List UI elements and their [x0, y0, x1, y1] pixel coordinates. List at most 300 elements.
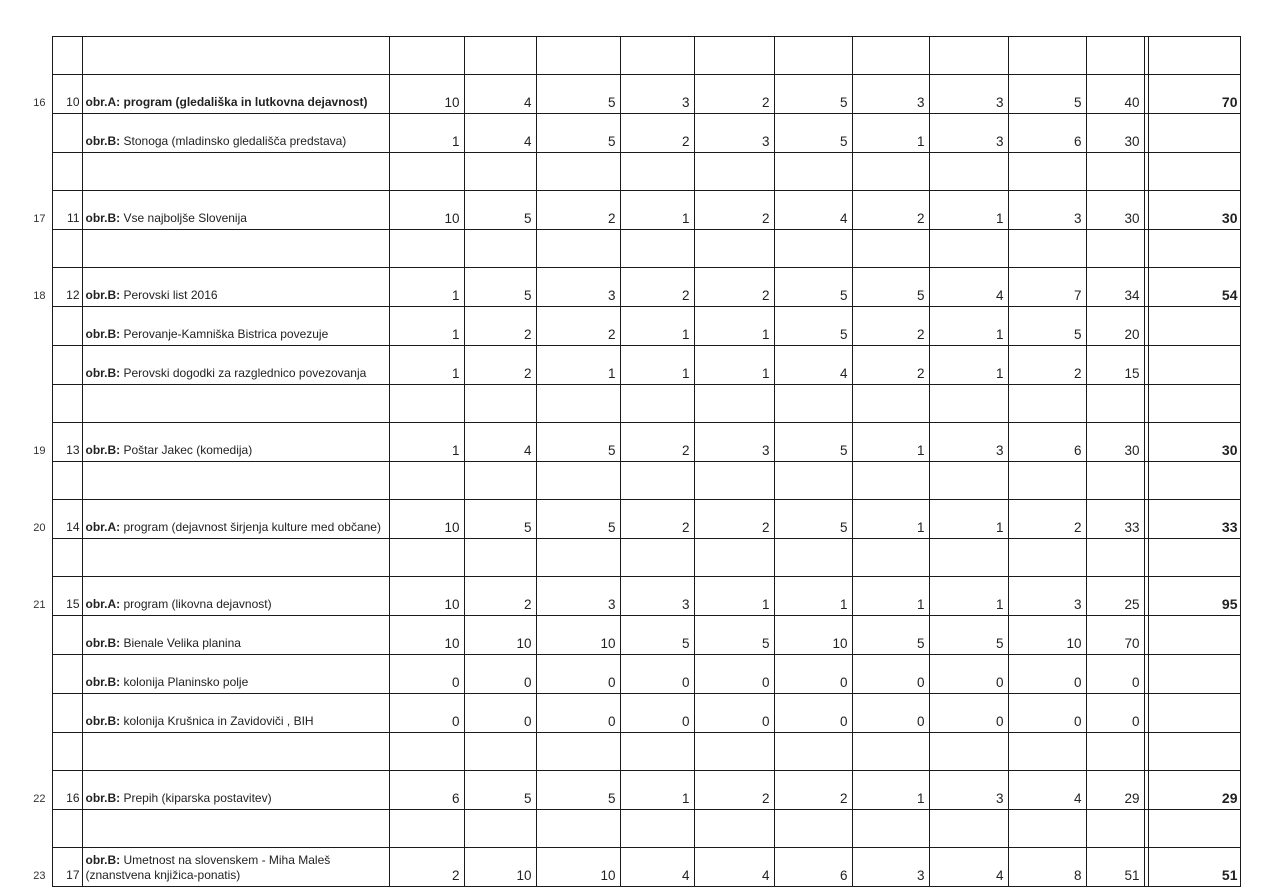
score-cell: 0: [694, 655, 774, 694]
score-cell: 5: [694, 616, 774, 655]
score-cell: 3: [929, 423, 1008, 462]
table-row: [10, 500, 1240, 539]
row-sum: 40: [1086, 75, 1144, 114]
scoring-sheet: [10, 36, 1241, 887]
score-cell: 5: [536, 771, 620, 810]
row-number-cell: [10, 37, 52, 75]
description-type: obr.B:: [85, 675, 121, 689]
score-cell: 4: [929, 848, 1008, 887]
score-cell: 5: [1008, 75, 1086, 114]
empty-cell: [694, 810, 774, 848]
group-total: [1148, 346, 1240, 385]
empty-cell: [1086, 385, 1144, 423]
empty-cell: [389, 733, 464, 771]
score-cell: 0: [464, 655, 536, 694]
score-cell: 1: [694, 577, 774, 616]
score-cell: 6: [1008, 114, 1086, 153]
description-type: obr.B:: [85, 443, 121, 457]
empty-cell: [389, 810, 464, 848]
score-cell: 2: [694, 268, 774, 307]
entry-index: 11: [52, 191, 82, 230]
score-cell: 6: [389, 771, 464, 810]
row-number: 17: [10, 191, 52, 230]
row-number-cell: [10, 810, 52, 848]
empty-cell: [52, 230, 82, 268]
empty-cell: [852, 462, 929, 500]
empty-cell: [1148, 539, 1240, 577]
table-row: [10, 191, 1240, 230]
score-cell: 2: [694, 500, 774, 539]
row-sum: 51: [1086, 848, 1144, 887]
score-cell: 2: [536, 191, 620, 230]
score-cell: 5: [929, 616, 1008, 655]
entry-index: [52, 307, 82, 346]
score-cell: 3: [536, 577, 620, 616]
score-cell: 2: [694, 191, 774, 230]
empty-cell: [774, 733, 852, 771]
score-cell: 3: [694, 114, 774, 153]
empty-cell: [82, 733, 389, 771]
score-cell: 1: [389, 114, 464, 153]
empty-cell: [52, 385, 82, 423]
entry-description: [82, 423, 389, 462]
score-cell: 10: [464, 848, 536, 887]
score-cell: 2: [620, 268, 694, 307]
empty-cell: [774, 539, 852, 577]
empty-cell: [929, 462, 1008, 500]
empty-cell: [82, 539, 389, 577]
empty-cell: [1086, 810, 1144, 848]
description-title: Prepih (kiparska postavitev): [120, 791, 272, 805]
group-total: 33: [1148, 500, 1240, 539]
empty-cell: [389, 385, 464, 423]
empty-cell: [1008, 733, 1086, 771]
empty-cell: [1008, 230, 1086, 268]
empty-cell: [389, 153, 464, 191]
score-cell: 3: [694, 423, 774, 462]
empty-cell: [82, 462, 389, 500]
score-cell: 6: [774, 848, 852, 887]
score-cell: 2: [464, 577, 536, 616]
score-cell: 8: [1008, 848, 1086, 887]
empty-cell: [620, 733, 694, 771]
row-number-cell: [10, 153, 52, 191]
description-type: obr.A:: [85, 520, 121, 534]
score-cell: 0: [536, 694, 620, 733]
entry-index: 16: [52, 771, 82, 810]
empty-cell: [1008, 385, 1086, 423]
table-row: [10, 771, 1240, 810]
group-total: 30: [1148, 191, 1240, 230]
group-total: [1148, 114, 1240, 153]
group-total: [1148, 307, 1240, 346]
score-cell: 10: [464, 616, 536, 655]
empty-cell: [1008, 37, 1086, 75]
row-number-cell: [10, 733, 52, 771]
empty-cell: [1086, 230, 1144, 268]
empty-cell: [389, 37, 464, 75]
description-type: obr.B:: [85, 791, 121, 805]
score-cell: 0: [620, 694, 694, 733]
score-cell: 0: [389, 694, 464, 733]
score-cell: 0: [774, 655, 852, 694]
spacer-row: [10, 385, 1240, 423]
score-cell: 5: [774, 75, 852, 114]
spacer-row: [10, 462, 1240, 500]
description-title: kolonija Planinsko polje: [120, 675, 249, 689]
description-title: Perovski list 2016: [120, 288, 218, 302]
entry-index: 15: [52, 577, 82, 616]
empty-cell: [82, 385, 389, 423]
group-total: 30: [1148, 423, 1240, 462]
score-cell: 5: [852, 616, 929, 655]
entry-description: [82, 616, 389, 655]
score-cell: 5: [464, 771, 536, 810]
row-number: 18: [10, 268, 52, 307]
score-cell: 3: [929, 75, 1008, 114]
spacer-row: [10, 539, 1240, 577]
score-cell: 5: [536, 114, 620, 153]
score-cell: 0: [464, 694, 536, 733]
score-cell: 1: [929, 307, 1008, 346]
entry-index: 17: [52, 848, 82, 887]
score-cell: 1: [852, 114, 929, 153]
entry-index: 10: [52, 75, 82, 114]
score-cell: 1: [620, 307, 694, 346]
score-cell: 2: [536, 307, 620, 346]
empty-cell: [852, 539, 929, 577]
empty-cell: [464, 153, 536, 191]
row-number: 16: [10, 75, 52, 114]
empty-cell: [1008, 539, 1086, 577]
group-total: 29: [1148, 771, 1240, 810]
entry-description: [82, 191, 389, 230]
empty-cell: [1148, 153, 1240, 191]
row-sum: 29: [1086, 771, 1144, 810]
score-cell: 10: [1008, 616, 1086, 655]
empty-cell: [774, 385, 852, 423]
score-cell: 1: [620, 346, 694, 385]
spacer-row: [10, 37, 1240, 75]
row-number-cell: [10, 230, 52, 268]
score-cell: 0: [852, 655, 929, 694]
empty-cell: [536, 810, 620, 848]
empty-cell: [1086, 539, 1144, 577]
row-sum: 0: [1086, 655, 1144, 694]
empty-cell: [852, 810, 929, 848]
score-cell: 6: [1008, 423, 1086, 462]
row-sum: 15: [1086, 346, 1144, 385]
score-cell: 0: [389, 655, 464, 694]
score-cell: 1: [389, 423, 464, 462]
group-total: 95: [1148, 577, 1240, 616]
empty-cell: [536, 733, 620, 771]
empty-cell: [774, 153, 852, 191]
score-cell: 2: [694, 75, 774, 114]
score-cell: 5: [774, 307, 852, 346]
score-cell: 3: [1008, 191, 1086, 230]
empty-cell: [82, 230, 389, 268]
score-cell: 2: [620, 500, 694, 539]
empty-cell: [536, 539, 620, 577]
empty-cell: [52, 539, 82, 577]
empty-cell: [389, 230, 464, 268]
score-cell: 1: [929, 191, 1008, 230]
description-type: obr.B:: [85, 288, 121, 302]
score-cell: 10: [774, 616, 852, 655]
score-cell: 10: [536, 848, 620, 887]
score-cell: 0: [929, 694, 1008, 733]
score-cell: 5: [852, 268, 929, 307]
spacer-row: [10, 153, 1240, 191]
score-cell: 1: [536, 346, 620, 385]
entry-description: [82, 694, 389, 733]
score-cell: 2: [852, 346, 929, 385]
score-cell: 4: [464, 114, 536, 153]
description-title: Perovski dogodki za razglednico povezovanja: [120, 366, 367, 380]
description-title: Vse najboljše Slovenija: [120, 211, 247, 225]
row-sum: 30: [1086, 114, 1144, 153]
empty-cell: [464, 230, 536, 268]
empty-cell: [852, 37, 929, 75]
score-cell: 2: [774, 771, 852, 810]
empty-cell: [694, 462, 774, 500]
empty-cell: [774, 37, 852, 75]
score-cell: 4: [774, 346, 852, 385]
empty-cell: [536, 462, 620, 500]
empty-cell: [1148, 385, 1240, 423]
row-number-cell: [10, 539, 52, 577]
score-cell: 1: [929, 346, 1008, 385]
table-row: [10, 616, 1240, 655]
group-total: [1148, 655, 1240, 694]
empty-cell: [620, 462, 694, 500]
table-body: [10, 37, 1240, 887]
description-type: obr.B:: [85, 211, 121, 225]
score-cell: 5: [774, 500, 852, 539]
description-type: obr.B:: [85, 366, 121, 380]
score-cell: 2: [464, 307, 536, 346]
empty-cell: [929, 153, 1008, 191]
score-cell: 0: [620, 655, 694, 694]
row-number: 22: [10, 771, 52, 810]
score-cell: 0: [1008, 694, 1086, 733]
row-sum: 70: [1086, 616, 1144, 655]
description-type: obr.B:: [85, 327, 121, 341]
score-cell: 1: [620, 191, 694, 230]
score-cell: 5: [536, 500, 620, 539]
description-title: Bienale Velika planina: [120, 636, 241, 650]
table-row: [10, 268, 1240, 307]
entry-description: [82, 307, 389, 346]
score-cell: 1: [694, 307, 774, 346]
empty-cell: [929, 810, 1008, 848]
row-sum: 0: [1086, 694, 1144, 733]
table-row: [10, 346, 1240, 385]
row-number-cell: [10, 385, 52, 423]
empty-cell: [620, 230, 694, 268]
score-cell: 2: [852, 191, 929, 230]
empty-cell: [694, 385, 774, 423]
entry-index: [52, 616, 82, 655]
score-cell: 2: [620, 114, 694, 153]
score-cell: 3: [852, 848, 929, 887]
empty-cell: [464, 733, 536, 771]
score-cell: 1: [852, 771, 929, 810]
row-number: [10, 307, 52, 346]
table-row: [10, 114, 1240, 153]
row-number: 19: [10, 423, 52, 462]
empty-cell: [1086, 462, 1144, 500]
entry-description: [82, 577, 389, 616]
score-cell: 1: [389, 307, 464, 346]
empty-cell: [1008, 462, 1086, 500]
row-sum: 33: [1086, 500, 1144, 539]
description-type: obr.B:: [85, 853, 121, 867]
table-row: [10, 848, 1240, 887]
empty-cell: [929, 733, 1008, 771]
entry-index: 12: [52, 268, 82, 307]
score-cell: 4: [464, 75, 536, 114]
description-title: Perovanje-Kamniška Bistrica povezuje: [120, 327, 329, 341]
score-cell: 1: [389, 346, 464, 385]
row-number: [10, 616, 52, 655]
score-cell: 4: [929, 268, 1008, 307]
empty-cell: [1148, 37, 1240, 75]
score-cell: 0: [536, 655, 620, 694]
score-cell: 1: [774, 577, 852, 616]
empty-cell: [464, 37, 536, 75]
empty-cell: [620, 810, 694, 848]
entry-description: [82, 114, 389, 153]
empty-cell: [389, 462, 464, 500]
score-cell: 10: [389, 616, 464, 655]
score-cell: 5: [1008, 307, 1086, 346]
score-cell: 5: [620, 616, 694, 655]
description-type: obr.B:: [85, 636, 121, 650]
empty-cell: [852, 385, 929, 423]
description-title: Poštar Jakec (komedija): [120, 443, 253, 457]
score-cell: 1: [389, 268, 464, 307]
spacer-row: [10, 810, 1240, 848]
score-cell: 2: [694, 771, 774, 810]
spacer-row: [10, 733, 1240, 771]
entry-index: [52, 655, 82, 694]
entry-index: [52, 114, 82, 153]
table-row: [10, 655, 1240, 694]
score-cell: 5: [774, 268, 852, 307]
empty-cell: [52, 462, 82, 500]
row-number: [10, 114, 52, 153]
score-cell: 0: [774, 694, 852, 733]
score-cell: 10: [389, 577, 464, 616]
description-title: Stonoga (mladinsko gledališča predstava): [120, 134, 347, 148]
score-cell: 2: [1008, 500, 1086, 539]
empty-cell: [82, 153, 389, 191]
score-cell: 0: [852, 694, 929, 733]
group-total: 51: [1148, 848, 1240, 887]
row-number: [10, 655, 52, 694]
empty-cell: [464, 810, 536, 848]
table-row: [10, 307, 1240, 346]
score-cell: 2: [464, 346, 536, 385]
score-cell: 10: [389, 75, 464, 114]
spacer-row: [10, 230, 1240, 268]
empty-cell: [852, 153, 929, 191]
empty-cell: [852, 733, 929, 771]
row-number: [10, 346, 52, 385]
score-cell: 4: [1008, 771, 1086, 810]
entry-description: [82, 268, 389, 307]
table-row: [10, 577, 1240, 616]
description-title: Umetnost na slovenskem - Miha Maleš (znanstvena knjižica-ponatis): [85, 853, 331, 882]
score-cell: 5: [774, 423, 852, 462]
empty-cell: [929, 539, 1008, 577]
empty-cell: [694, 153, 774, 191]
empty-cell: [464, 385, 536, 423]
empty-cell: [774, 230, 852, 268]
empty-cell: [929, 385, 1008, 423]
empty-cell: [464, 539, 536, 577]
empty-cell: [52, 37, 82, 75]
empty-cell: [82, 37, 389, 75]
score-cell: 3: [536, 268, 620, 307]
entry-index: 13: [52, 423, 82, 462]
empty-cell: [536, 385, 620, 423]
row-sum: 30: [1086, 191, 1144, 230]
score-cell: 1: [852, 577, 929, 616]
empty-cell: [1086, 153, 1144, 191]
score-cell: 10: [536, 616, 620, 655]
description-type: obr.B:: [85, 134, 121, 148]
score-cell: 0: [929, 655, 1008, 694]
row-sum: 20: [1086, 307, 1144, 346]
table-row: [10, 75, 1240, 114]
score-cell: 3: [620, 75, 694, 114]
description-type: obr.A: program (gledališka in lutkovna dejavnost): [85, 95, 368, 109]
empty-cell: [52, 810, 82, 848]
entry-index: [52, 694, 82, 733]
row-number: 23: [10, 848, 52, 887]
score-cell: 2: [852, 307, 929, 346]
description-title: kolonija Krušnica in Zavidoviči , BIH: [120, 714, 314, 728]
score-cell: 5: [464, 500, 536, 539]
score-cell: 5: [464, 191, 536, 230]
empty-cell: [774, 462, 852, 500]
description-title: program (dejavnost širjenja kulture med občane): [120, 520, 381, 534]
entry-description: [82, 346, 389, 385]
table-row: [10, 423, 1240, 462]
entry-description: [82, 655, 389, 694]
empty-cell: [694, 539, 774, 577]
empty-cell: [620, 385, 694, 423]
empty-cell: [694, 230, 774, 268]
score-cell: 0: [694, 694, 774, 733]
score-cell: 5: [536, 75, 620, 114]
empty-cell: [52, 153, 82, 191]
entry-description: [82, 771, 389, 810]
score-cell: 0: [1008, 655, 1086, 694]
empty-cell: [620, 539, 694, 577]
score-cell: 3: [852, 75, 929, 114]
empty-cell: [536, 37, 620, 75]
empty-cell: [389, 539, 464, 577]
score-cell: 3: [620, 577, 694, 616]
group-total: [1148, 616, 1240, 655]
empty-cell: [1148, 462, 1240, 500]
empty-cell: [464, 462, 536, 500]
score-cell: 1: [929, 577, 1008, 616]
